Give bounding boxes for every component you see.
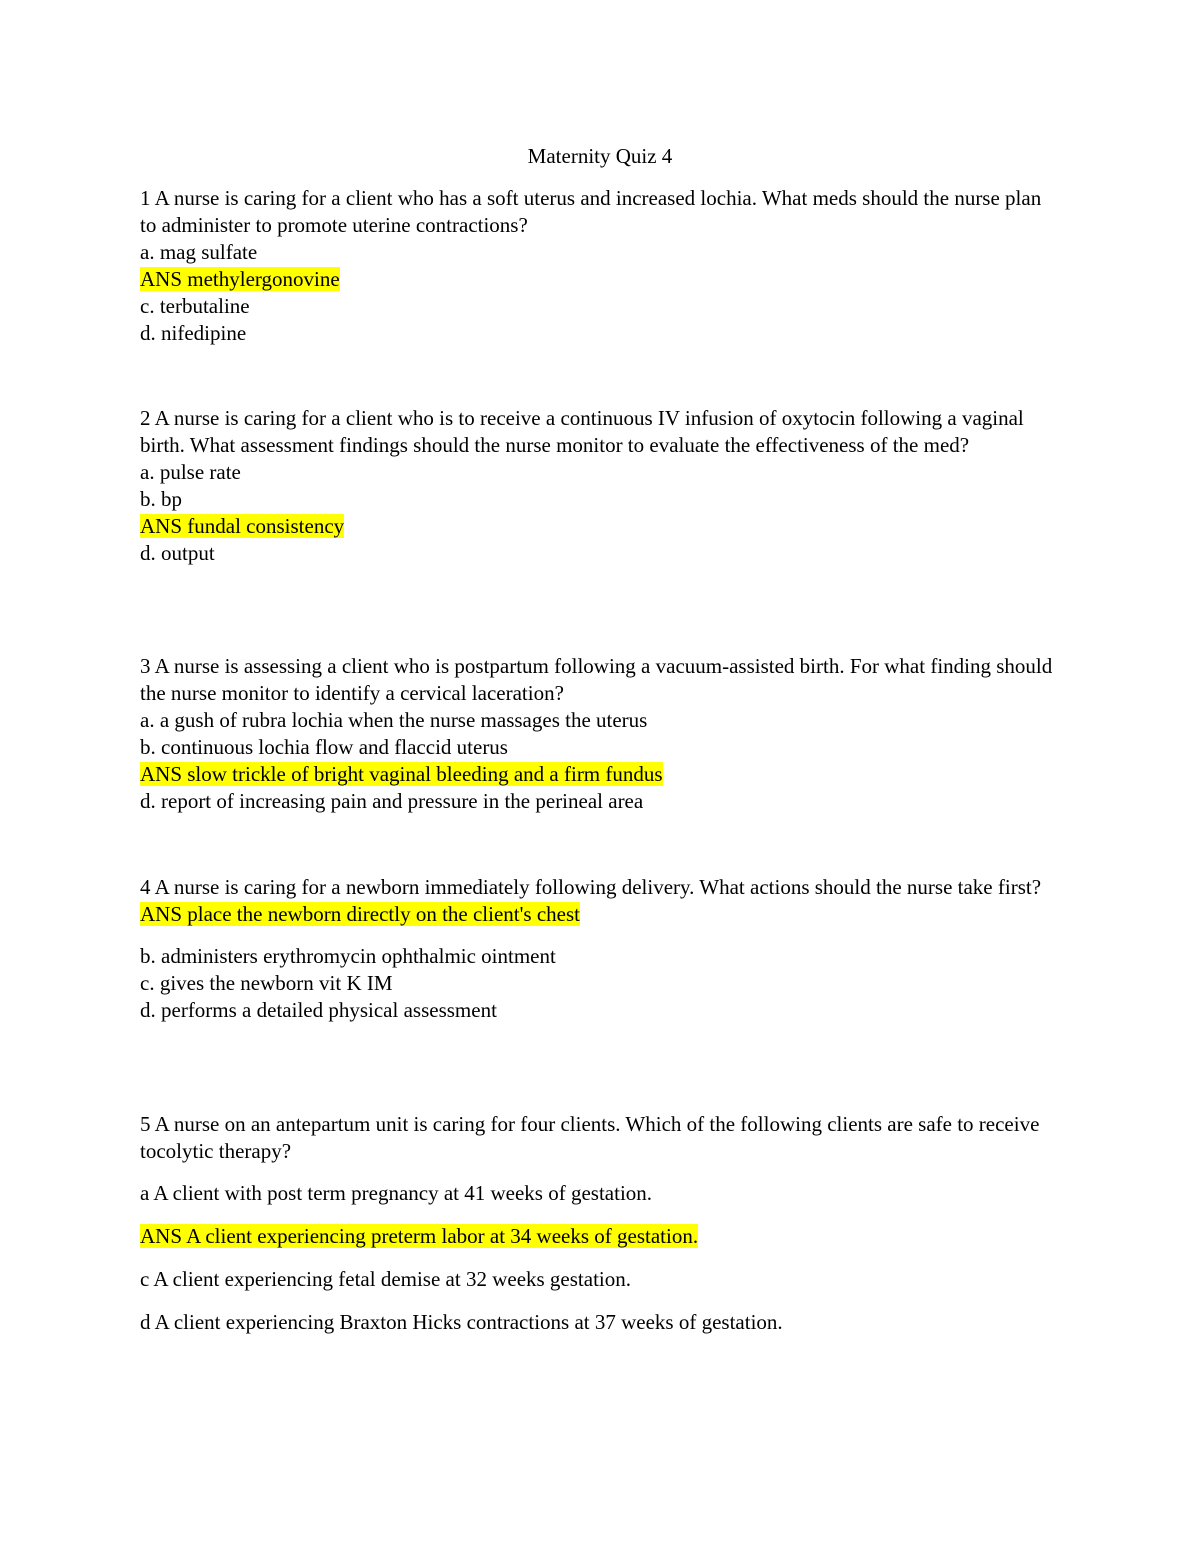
correct-answer-option xyxy=(140,761,1060,788)
answer-option: d A client experiencing Braxton Hicks contractions at 37 weeks of gestation. xyxy=(140,1310,783,1334)
question-1 xyxy=(140,185,1060,347)
question-2 xyxy=(140,405,1060,567)
question-3 xyxy=(140,653,1060,815)
answer-option: d. report of increasing pain and pressure in the perineal area xyxy=(140,789,644,813)
page-title: Maternity Quiz 4 xyxy=(527,144,673,168)
question-4 xyxy=(140,874,1060,1024)
answer-highlight: ANS A client experiencing preterm labor at 34 weeks of gestation. xyxy=(140,1224,699,1248)
answer-option: a A client with post term pregnancy at 41 weeks of gestation. xyxy=(140,1181,653,1205)
correct-answer-option xyxy=(140,513,1060,540)
answer-highlight: ANS methylergonovine xyxy=(140,267,340,291)
correct-answer-option xyxy=(140,901,1060,928)
answer-highlight: ANS fundal consistency xyxy=(140,514,345,538)
answer-highlight: ANS place the newborn directly on the client's chest xyxy=(140,902,580,926)
answer-option: c. terbutaline xyxy=(140,294,250,318)
question-stem: 1 A nurse is caring for a client who has a soft uterus and increased lochia. What meds should the nurse plan to administer to promote uterine contractions? xyxy=(140,186,1042,237)
answer-option: d. performs a detailed physical assessment xyxy=(140,998,497,1022)
answer-option: b. continuous lochia flow and flaccid uterus xyxy=(140,735,508,759)
question-stem: 5 A nurse on an antepartum unit is caring for four clients. Which of the following clients are safe to receive tocolytic therapy? xyxy=(140,1112,1040,1163)
answer-option: d. output xyxy=(140,541,215,565)
answer-option: b. bp xyxy=(140,487,182,511)
answer-option: d. nifedipine xyxy=(140,321,247,345)
answer-option: c A client experiencing fetal demise at 32 weeks gestation. xyxy=(140,1267,631,1291)
answer-option: a. a gush of rubra lochia when the nurse massages the uterus xyxy=(140,708,648,732)
answer-option: a. mag sulfate xyxy=(140,240,258,264)
answer-option: c. gives the newborn vit K IM xyxy=(140,971,393,995)
answer-highlight: ANS slow trickle of bright vaginal bleeding and a firm fundus xyxy=(140,762,663,786)
correct-answer-option xyxy=(140,1223,1060,1250)
question-stem: 2 A nurse is caring for a client who is to receive a continuous IV infusion of oxytocin following a vaginal birth. What assessment findings should the nurse monitor to evaluate the effectiveness of the med? xyxy=(140,406,1024,457)
question-stem: 4 A nurse is caring for a newborn immediately following delivery. What actions should the nurse take first? xyxy=(140,875,1042,899)
correct-answer-option xyxy=(140,266,1060,293)
answer-option: a. pulse rate xyxy=(140,460,241,484)
question-5 xyxy=(140,1111,1060,1352)
answer-option: b. administers erythromycin ophthalmic ointment xyxy=(140,944,556,968)
question-stem: 3 A nurse is assessing a client who is postpartum following a vacuum-assisted birth. For what finding should the nurse monitor to identify a cervical laceration? xyxy=(140,654,1053,705)
